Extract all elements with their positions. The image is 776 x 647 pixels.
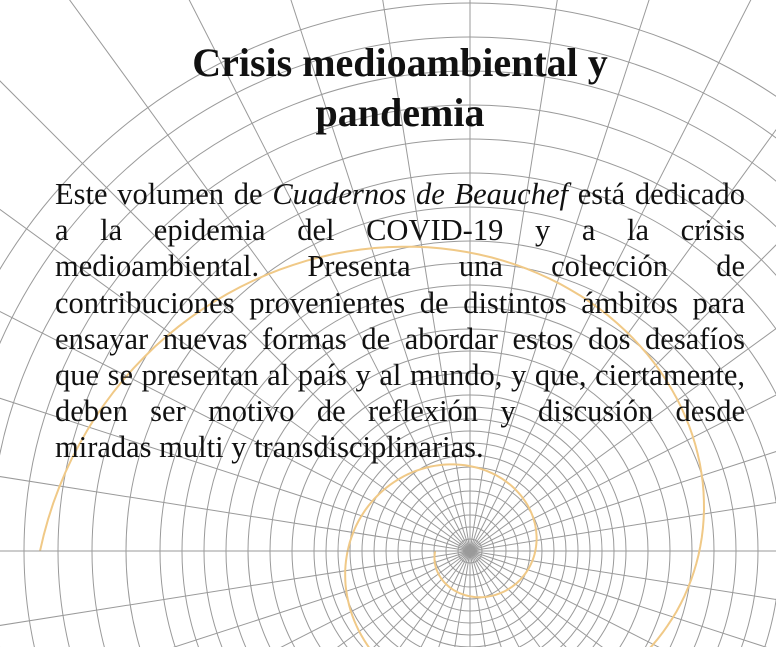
grid-ray — [470, 551, 686, 647]
title-line-2: pandemia — [315, 90, 485, 135]
grid-ray — [470, 551, 776, 647]
journal-name: Cuadernos de Beauchef — [272, 177, 568, 211]
body-text-rest: está dedicado a la epidemia del COVID-19 y a la crisis medioambiental. Presenta una colección de contribuciones provenientes de distintos ámbitos para ensayar nuevas formas de abordar estos dos desafíos que se presentan al país y al mundo, y que, ciertamente, deben ser motivo de reflexión y discusión desde miradas multi y transdisciplinarias. — [55, 177, 745, 465]
body-paragraph — [55, 176, 745, 466]
body-text-start: Este volumen de — [55, 177, 273, 211]
grid-ray — [254, 551, 470, 647]
page-title — [100, 38, 700, 138]
title-line-1: Crisis medioambiental y — [192, 40, 608, 85]
grid-ray — [59, 551, 470, 647]
